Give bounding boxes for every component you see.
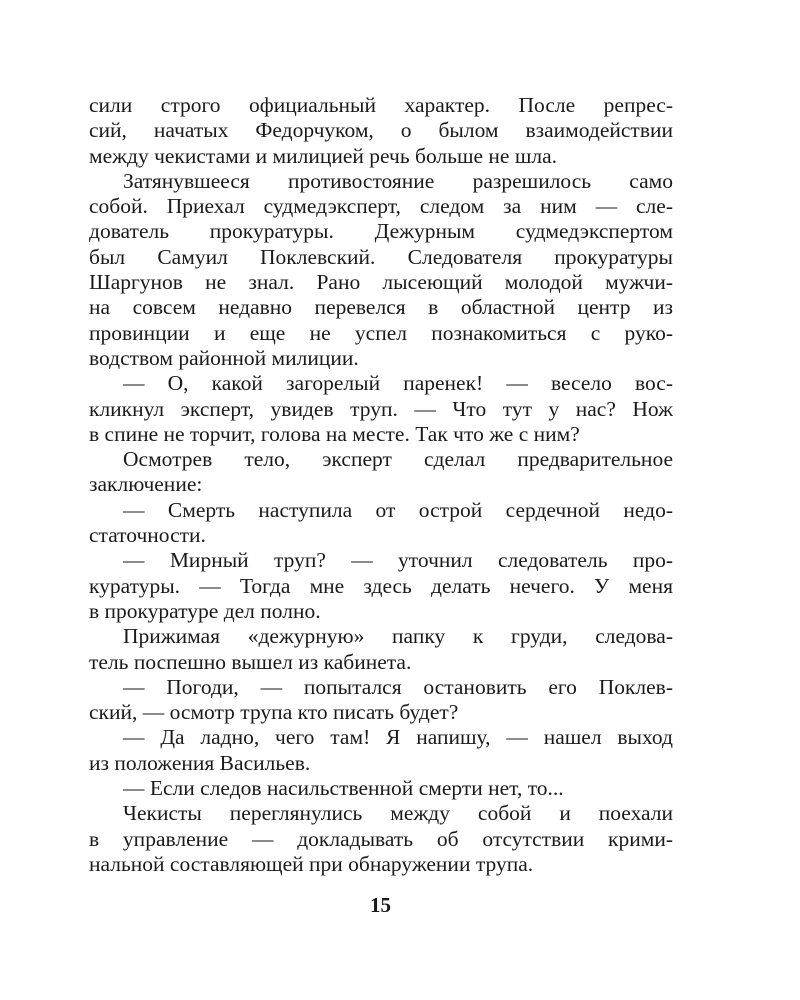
text-line: куратуры. — Тогда мне здесь делать нечего. У меня	[89, 573, 673, 598]
text-line: статочности.	[89, 523, 206, 548]
text-line: Осмотрев тело, эксперт сделал предварительное	[123, 447, 673, 472]
text-line: Шаргунов не знал. Рано лысеющий молодой мужчи-	[89, 270, 673, 295]
text-line: из положения Васильев.	[89, 750, 311, 775]
text-line: Чекисты переглянулись между собой и поехали	[123, 801, 673, 826]
text-line: — Мирный труп? — уточнил следователь про-	[123, 548, 673, 573]
text-line: был Самуил Поклевский. Следователя прокуратуры	[89, 244, 673, 269]
text-line: Прижимая «дежурную» папку к груди, следова-	[123, 624, 673, 649]
text-line: дователь прокуратуры. Дежурным судмедэкспертом	[89, 219, 673, 244]
text-line: собой. Приехал судмедэксперт, следом за ним — сле-	[89, 194, 673, 219]
text-line: заключение:	[89, 472, 203, 497]
text-line: — Погоди, — попытался остановить его Поклев-	[123, 674, 673, 699]
text-line: в управление — докладывать об отсутствии крими-	[89, 826, 673, 851]
text-line: — О, какой загорелый паренек! — весело вос-	[123, 371, 673, 396]
text-line: в прокуратуре дел полно.	[89, 598, 321, 623]
text-line: — Да ладно, чего там! Я напишу, — нашел выход	[123, 725, 673, 750]
text-line: между чекистами и милицией речь больше не шла.	[89, 143, 558, 168]
text-line: провинции и еще не успел познакомиться с руко-	[89, 320, 673, 345]
text-line: сили строго официальный характер. После репрес-	[89, 93, 673, 117]
text-line: Затянувшееся противостояние разрешилось само	[123, 168, 673, 193]
text-line: в спине не торчит, голова на месте. Так что же с ним?	[89, 421, 580, 446]
text-line: сий, начатых Федорчуком, о былом взаимодействии	[89, 118, 673, 143]
text-line: — Смерть наступила от острой сердечной недо-	[123, 497, 673, 522]
text-line: кликнул эксперт, увидев труп. — Что тут у нас? Нож	[89, 396, 673, 421]
page-number: 15	[370, 893, 391, 917]
text-line: водством районной милиции.	[89, 345, 359, 370]
text-line: тель поспешно вышел из кабинета.	[89, 649, 412, 674]
body-text	[89, 93, 673, 877]
text-line: ский, — осмотр трупа кто писать будет?	[89, 700, 459, 725]
text-line: на совсем недавно перевелся в областной центр из	[89, 295, 673, 320]
text-line: нальной составляющей при обнаружении трупа.	[89, 851, 534, 876]
text-line: — Если следов насильственной смерти нет, то...	[123, 776, 564, 801]
